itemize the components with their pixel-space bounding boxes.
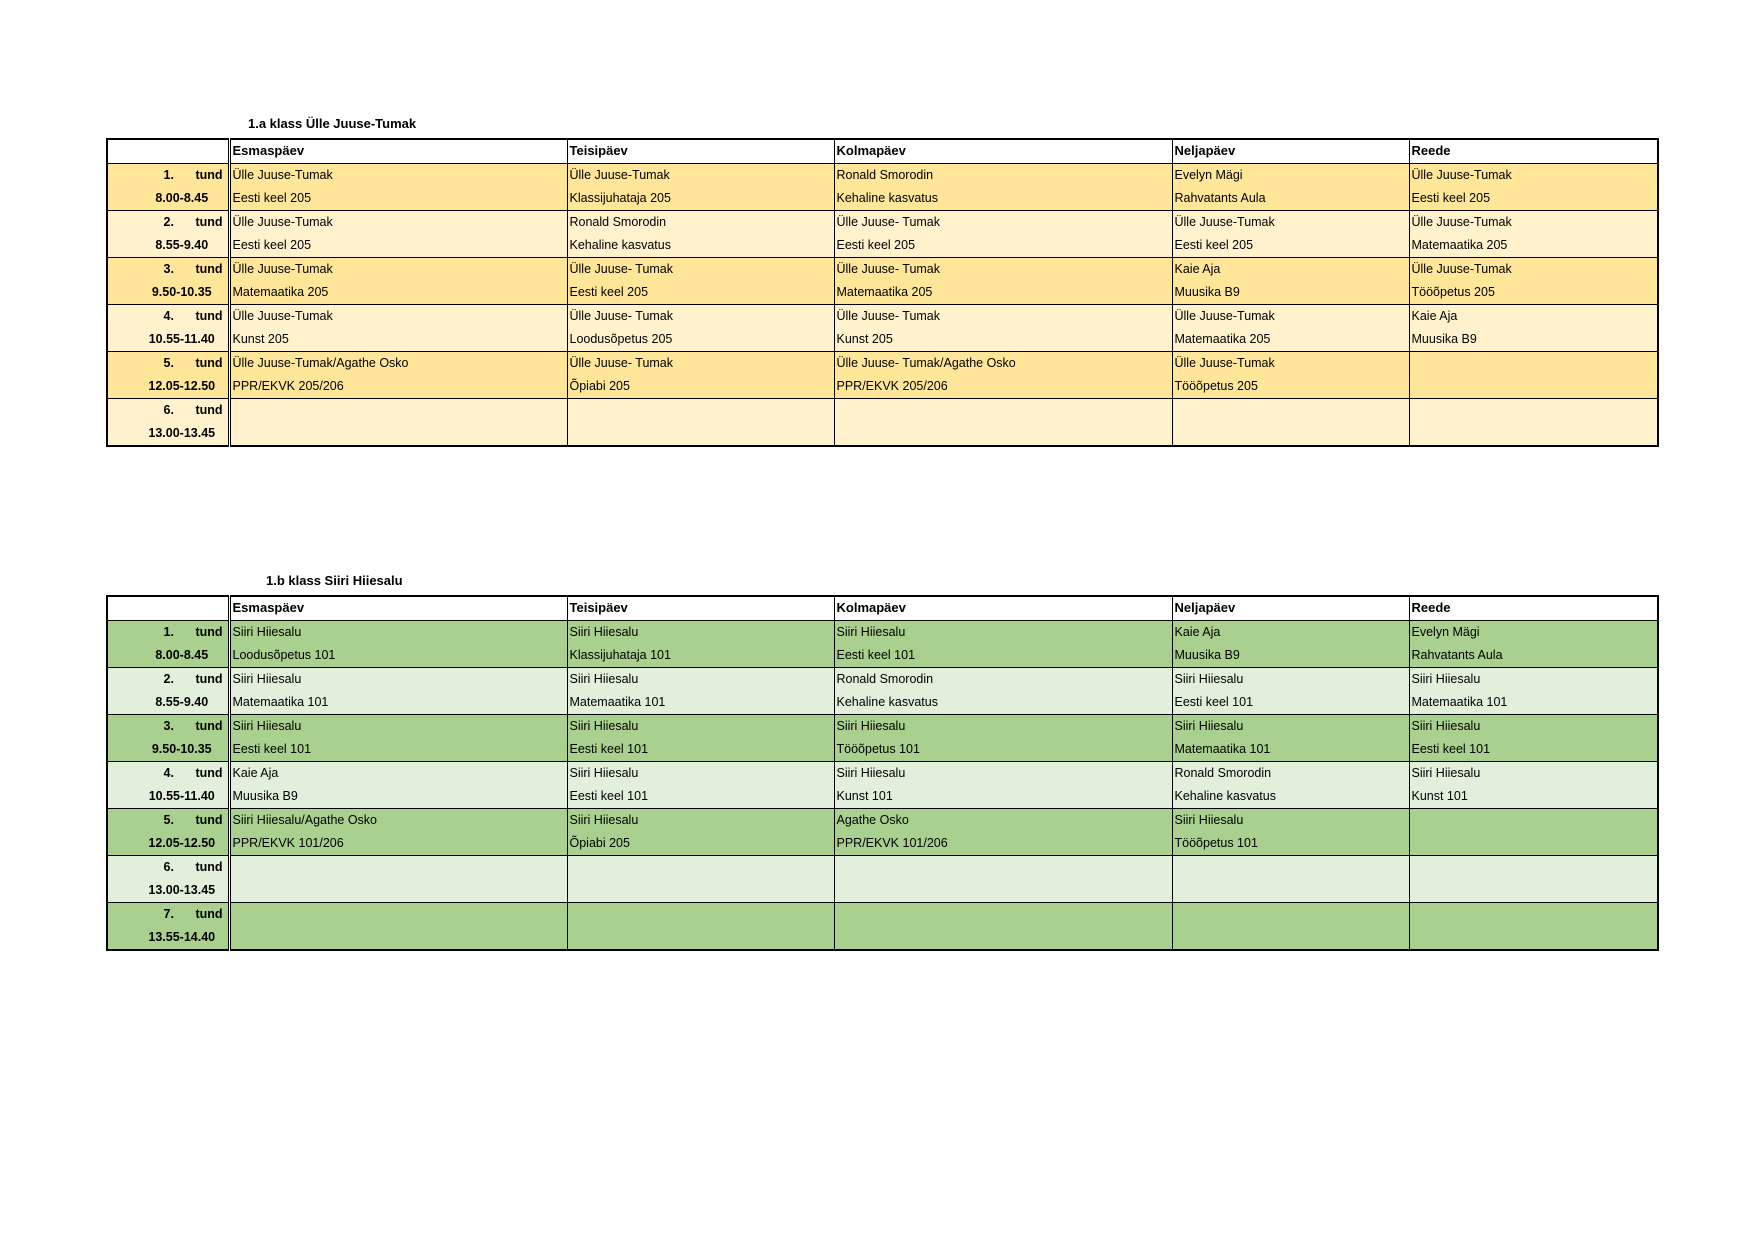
lesson-time: 13.55-14.40 — [148, 930, 216, 944]
lesson-row — [107, 621, 1658, 668]
lesson-cell — [229, 856, 567, 903]
lesson-label-cell — [107, 211, 229, 258]
lesson-number-line — [110, 352, 226, 375]
lesson-cell — [834, 305, 1172, 352]
lesson-cell — [229, 715, 567, 762]
teacher-name: Ülle Juuse- Tumak/Agathe Osko — [836, 356, 1016, 370]
subject-room: Matemaatika 205 — [836, 285, 933, 299]
subject-room: Eesti keel 101 — [569, 742, 649, 756]
subject-room: Muusika B9 — [1174, 648, 1240, 662]
teacher-name — [1175, 399, 1407, 422]
lesson-cell — [1172, 762, 1409, 809]
lesson-number: 2. — [163, 215, 174, 229]
lesson-cell — [834, 352, 1172, 399]
lesson-cell — [1409, 258, 1658, 305]
lesson-cell — [1409, 668, 1658, 715]
subject-room — [837, 926, 1170, 949]
subject-room: Matemaatika 205 — [232, 285, 329, 299]
lesson-cell — [1172, 668, 1409, 715]
lesson-cell — [1409, 856, 1658, 903]
lesson-number-line — [110, 211, 226, 234]
lesson-cell — [567, 809, 834, 856]
lesson-label-cell — [107, 715, 229, 762]
subject-room: Eesti keel 205 — [836, 238, 916, 252]
lesson-row — [107, 305, 1658, 352]
lesson-row — [107, 762, 1658, 809]
lesson-cell — [1409, 903, 1658, 951]
lesson-time: 12.05-12.50 — [148, 836, 216, 850]
teacher-name — [570, 399, 832, 422]
teacher-name: Kaie Aja — [232, 766, 279, 780]
lesson-cell — [1409, 399, 1658, 447]
lesson-cell — [834, 164, 1172, 211]
lesson-cell — [834, 621, 1172, 668]
teacher-name: Kaie Aja — [1174, 625, 1221, 639]
teacher-name: Ülle Juuse-Tumak — [1411, 262, 1512, 276]
teacher-name: Ülle Juuse-Tumak — [1411, 215, 1512, 229]
lesson-number: 4. — [163, 309, 174, 323]
lesson-word: tund — [195, 262, 223, 276]
teacher-name: Siiri Hiiesalu — [232, 719, 302, 733]
subject-room: Eesti keel 101 — [1411, 742, 1491, 756]
lesson-word: tund — [195, 813, 223, 827]
lesson-label-cell — [107, 668, 229, 715]
teacher-name — [1175, 856, 1407, 879]
subject-room — [233, 926, 565, 949]
lesson-time: 8.00-8.45 — [155, 191, 209, 205]
teacher-name: Ülle Juuse- Tumak — [569, 262, 674, 276]
teacher-name: Ronald Smorodin — [836, 672, 934, 686]
subject-room — [233, 879, 565, 902]
subject-room: PPR/EKVK 101/206 — [836, 836, 948, 850]
lesson-label-cell — [107, 856, 229, 903]
lesson-cell — [229, 352, 567, 399]
lesson-number-line — [110, 399, 226, 422]
teacher-name: Siiri Hiiesalu — [1174, 813, 1244, 827]
lesson-cell — [567, 621, 834, 668]
day-header: Esmaspäev — [229, 139, 567, 164]
subject-room: Tööõpetus 205 — [1411, 285, 1495, 299]
lesson-cell — [229, 621, 567, 668]
teacher-name — [837, 856, 1170, 879]
day-header: Kolmapäev — [834, 139, 1172, 164]
subject-room: Rahvatants Aula — [1174, 191, 1266, 205]
lesson-word: tund — [195, 766, 223, 780]
timetable-title: 1.a klass Ülle Juuse-Tumak — [248, 116, 417, 131]
teacher-name: Siiri Hiiesalu — [232, 672, 302, 686]
teacher-name: Siiri Hiiesalu — [569, 719, 639, 733]
lesson-cell — [1409, 305, 1658, 352]
lesson-cell — [1172, 621, 1409, 668]
subject-room — [570, 422, 832, 445]
lesson-cell — [567, 305, 834, 352]
lesson-cell — [834, 211, 1172, 258]
teacher-name — [570, 856, 832, 879]
teacher-name — [570, 903, 832, 926]
header-corner-cell — [107, 139, 229, 164]
subject-room: Tööõpetus 205 — [1174, 379, 1258, 393]
lesson-label-cell — [107, 809, 229, 856]
subject-room — [1175, 879, 1407, 902]
lesson-cell — [1172, 856, 1409, 903]
subject-room: Matemaatika 205 — [1411, 238, 1508, 252]
lesson-cell — [567, 258, 834, 305]
subject-room: Kunst 205 — [232, 332, 289, 346]
lesson-cell — [229, 399, 567, 447]
lesson-cell — [834, 668, 1172, 715]
lesson-row — [107, 352, 1658, 399]
lesson-cell — [229, 809, 567, 856]
subject-room: Muusika B9 — [1411, 332, 1477, 346]
subject-room: Muusika B9 — [232, 789, 298, 803]
lesson-number: 2. — [163, 672, 174, 686]
subject-room: Eesti keel 205 — [1411, 191, 1491, 205]
lesson-word: tund — [195, 625, 223, 639]
lesson-cell — [567, 399, 834, 447]
subject-room: PPR/EKVK 101/206 — [232, 836, 344, 850]
subject-room — [233, 422, 565, 445]
lesson-word: tund — [195, 907, 223, 921]
teacher-name: Ülle Juuse-Tumak — [1411, 168, 1512, 182]
lesson-cell — [834, 762, 1172, 809]
teacher-name: Siiri Hiiesalu — [569, 625, 639, 639]
subject-room: Eesti keel 101 — [569, 789, 649, 803]
lesson-time: 12.05-12.50 — [148, 379, 216, 393]
subject-room: Rahvatants Aula — [1411, 648, 1503, 662]
lesson-word: tund — [195, 215, 223, 229]
lesson-row — [107, 809, 1658, 856]
lesson-row — [107, 258, 1658, 305]
teacher-name: Siiri Hiiesalu — [836, 719, 906, 733]
lesson-cell — [1172, 305, 1409, 352]
lesson-cell — [834, 399, 1172, 447]
lesson-cell — [567, 164, 834, 211]
teacher-name: Evelyn Mägi — [1411, 625, 1480, 639]
day-header: Esmaspäev — [229, 596, 567, 621]
lesson-number-line — [110, 809, 226, 832]
day-header: Reede — [1409, 596, 1658, 621]
lesson-cell — [1172, 399, 1409, 447]
teacher-name — [233, 856, 565, 879]
lesson-number: 6. — [163, 403, 174, 417]
teacher-name: Siiri Hiiesalu — [1174, 672, 1244, 686]
teacher-name: Ülle Juuse-Tumak — [1174, 356, 1275, 370]
subject-room: Tööõpetus 101 — [1174, 836, 1258, 850]
header-corner-cell — [107, 596, 229, 621]
lesson-number: 5. — [163, 356, 174, 370]
teacher-name: Ülle Juuse-Tumak — [232, 262, 333, 276]
lesson-cell — [567, 762, 834, 809]
subject-room: Õpiabi 205 — [569, 379, 630, 393]
lesson-number-line — [110, 305, 226, 328]
teacher-name: Siiri Hiiesalu/Agathe Osko — [232, 813, 378, 827]
subject-room: PPR/EKVK 205/206 — [836, 379, 948, 393]
lesson-label-cell — [107, 621, 229, 668]
subject-room: Loodusõpetus 205 — [569, 332, 673, 346]
teacher-name: Siiri Hiiesalu — [1411, 672, 1481, 686]
teacher-name — [1412, 809, 1656, 832]
subject-room: Kunst 205 — [836, 332, 893, 346]
teacher-name — [233, 903, 565, 926]
subject-room: Muusika B9 — [1174, 285, 1240, 299]
lesson-cell — [1172, 809, 1409, 856]
lesson-number-line — [110, 164, 226, 187]
teacher-name: Ülle Juuse- Tumak — [836, 215, 941, 229]
teacher-name: Ülle Juuse-Tumak — [1174, 215, 1275, 229]
lesson-label-cell — [107, 352, 229, 399]
lesson-time: 13.00-13.45 — [148, 426, 216, 440]
lesson-cell — [1172, 164, 1409, 211]
lesson-time: 13.00-13.45 — [148, 883, 216, 897]
teacher-name — [1412, 856, 1656, 879]
lesson-time: 9.50-10.35 — [151, 742, 212, 756]
teacher-name: Ülle Juuse- Tumak — [569, 309, 674, 323]
subject-room: Klassijuhataja 101 — [569, 648, 671, 662]
lesson-cell — [834, 258, 1172, 305]
timetable-table — [106, 595, 1659, 951]
lesson-cell — [1409, 621, 1658, 668]
lesson-number: 1. — [163, 168, 174, 182]
teacher-name: Ülle Juuse-Tumak — [232, 215, 333, 229]
subject-room: Matemaatika 101 — [569, 695, 666, 709]
lesson-row — [107, 399, 1658, 447]
subject-room: Tööõpetus 101 — [836, 742, 920, 756]
lesson-cell — [229, 668, 567, 715]
day-header: Teisipäev — [567, 139, 834, 164]
subject-room: Kehaline kasvatus — [836, 191, 938, 205]
lesson-cell — [1172, 258, 1409, 305]
subject-room: Kunst 101 — [1411, 789, 1468, 803]
lesson-cell — [567, 211, 834, 258]
lesson-cell — [229, 305, 567, 352]
teacher-name — [1412, 352, 1656, 375]
subject-room — [570, 879, 832, 902]
subject-room: Eesti keel 205 — [569, 285, 649, 299]
lesson-word: tund — [195, 719, 223, 733]
lesson-cell — [834, 715, 1172, 762]
lesson-number: 1. — [163, 625, 174, 639]
lesson-time: 8.55-9.40 — [155, 238, 209, 252]
teacher-name: Siiri Hiiesalu — [1411, 766, 1481, 780]
timetable-body — [107, 139, 1658, 446]
lesson-cell — [229, 164, 567, 211]
subject-room: Kehaline kasvatus — [569, 238, 671, 252]
lesson-cell — [1172, 211, 1409, 258]
subject-room — [1412, 422, 1656, 445]
lesson-word: tund — [195, 403, 223, 417]
teacher-name: Ülle Juuse-Tumak — [569, 168, 670, 182]
lesson-cell — [229, 762, 567, 809]
teacher-name: Ülle Juuse-Tumak — [232, 168, 333, 182]
lesson-number-line — [110, 715, 226, 738]
lesson-word: tund — [195, 309, 223, 323]
subject-room: Matemaatika 101 — [232, 695, 329, 709]
lesson-word: tund — [195, 672, 223, 686]
subject-room — [837, 422, 1170, 445]
day-header: Neljapäev — [1172, 139, 1409, 164]
subject-room: Matemaatika 205 — [1174, 332, 1271, 346]
day-header: Neljapäev — [1172, 596, 1409, 621]
lesson-cell — [1172, 715, 1409, 762]
lesson-cell — [1409, 715, 1658, 762]
teacher-name: Ronald Smorodin — [836, 168, 934, 182]
teacher-name — [1412, 903, 1656, 926]
teacher-name: Ülle Juuse-Tumak — [232, 309, 333, 323]
lesson-label-cell — [107, 258, 229, 305]
lesson-cell — [834, 856, 1172, 903]
lesson-number-line — [110, 903, 226, 926]
subject-room: Kehaline kasvatus — [836, 695, 938, 709]
lesson-cell — [567, 352, 834, 399]
teacher-name: Ronald Smorodin — [1174, 766, 1272, 780]
subject-room: Matemaatika 101 — [1174, 742, 1271, 756]
teacher-name: Kaie Aja — [1174, 262, 1221, 276]
lesson-cell — [229, 258, 567, 305]
lesson-row — [107, 856, 1658, 903]
teacher-name: Ülle Juuse-Tumak/Agathe Osko — [232, 356, 409, 370]
subject-room: Eesti keel 205 — [232, 238, 312, 252]
teacher-name — [1175, 903, 1407, 926]
timetable-title: 1.b klass Siiri Hiiesalu — [266, 573, 403, 588]
lesson-time: 8.00-8.45 — [155, 648, 209, 662]
lesson-cell — [1409, 164, 1658, 211]
teacher-name: Siiri Hiiesalu — [836, 625, 906, 639]
subject-room — [1175, 422, 1407, 445]
subject-room: PPR/EKVK 205/206 — [232, 379, 344, 393]
lesson-time: 10.55-11.40 — [148, 332, 215, 346]
lesson-cell — [834, 809, 1172, 856]
subject-room — [837, 879, 1170, 902]
lesson-number-line — [110, 258, 226, 281]
lesson-cell — [1409, 809, 1658, 856]
teacher-name — [837, 903, 1170, 926]
lesson-label-cell — [107, 903, 229, 951]
subject-room — [1412, 375, 1656, 398]
subject-room: Kehaline kasvatus — [1174, 789, 1276, 803]
lesson-number: 5. — [163, 813, 174, 827]
lesson-word: tund — [195, 860, 223, 874]
day-header: Reede — [1409, 139, 1658, 164]
teacher-name: Siiri Hiiesalu — [836, 766, 906, 780]
teacher-name: Kaie Aja — [1411, 309, 1458, 323]
subject-room: Klassijuhataja 205 — [569, 191, 671, 205]
teacher-name: Evelyn Mägi — [1174, 168, 1243, 182]
lesson-number-line — [110, 621, 226, 644]
lesson-cell — [1172, 352, 1409, 399]
lesson-number-line — [110, 762, 226, 785]
teacher-name: Ülle Juuse- Tumak — [569, 356, 674, 370]
lesson-label-cell — [107, 305, 229, 352]
lesson-number: 3. — [163, 719, 174, 733]
teacher-name: Ülle Juuse- Tumak — [836, 262, 941, 276]
header-row — [107, 139, 1658, 164]
lesson-cell — [229, 903, 567, 951]
teacher-name: Siiri Hiiesalu — [569, 672, 639, 686]
lesson-number: 3. — [163, 262, 174, 276]
lesson-cell — [567, 715, 834, 762]
lesson-time: 10.55-11.40 — [148, 789, 215, 803]
subject-room — [1412, 926, 1656, 949]
teacher-name: Agathe Osko — [836, 813, 909, 827]
teacher-name: Siiri Hiiesalu — [1174, 719, 1244, 733]
subject-room: Kunst 101 — [836, 789, 893, 803]
subject-room: Eesti keel 101 — [232, 742, 312, 756]
lesson-cell — [1172, 903, 1409, 951]
lesson-cell — [834, 903, 1172, 951]
subject-room: Eesti keel 101 — [836, 648, 916, 662]
teacher-name — [233, 399, 565, 422]
lesson-word: tund — [195, 168, 223, 182]
lesson-cell — [567, 856, 834, 903]
lesson-cell — [1409, 211, 1658, 258]
lesson-label-cell — [107, 164, 229, 211]
lesson-row — [107, 903, 1658, 951]
teacher-name: Siiri Hiiesalu — [569, 766, 639, 780]
lesson-row — [107, 211, 1658, 258]
lesson-label-cell — [107, 762, 229, 809]
lesson-row — [107, 668, 1658, 715]
lesson-label-cell — [107, 399, 229, 447]
day-header: Teisipäev — [567, 596, 834, 621]
lesson-number-line — [110, 668, 226, 691]
timetable-table — [106, 138, 1659, 447]
lesson-row — [107, 715, 1658, 762]
lesson-row — [107, 164, 1658, 211]
lesson-cell — [229, 211, 567, 258]
subject-room — [570, 926, 832, 949]
teacher-name: Siiri Hiiesalu — [569, 813, 639, 827]
lesson-number: 7. — [163, 907, 174, 921]
subject-room: Matemaatika 101 — [1411, 695, 1508, 709]
teacher-name — [1412, 399, 1656, 422]
subject-room — [1412, 832, 1656, 855]
header-row — [107, 596, 1658, 621]
subject-room: Eesti keel 205 — [1174, 238, 1254, 252]
timetable-body — [107, 596, 1658, 950]
subject-room: Loodusõpetus 101 — [232, 648, 336, 662]
lesson-cell — [567, 668, 834, 715]
lesson-word: tund — [195, 356, 223, 370]
teacher-name: Ronald Smorodin — [569, 215, 667, 229]
lesson-time: 8.55-9.40 — [155, 695, 209, 709]
teacher-name — [837, 399, 1170, 422]
lesson-number: 4. — [163, 766, 174, 780]
lesson-cell — [567, 903, 834, 951]
day-header: Kolmapäev — [834, 596, 1172, 621]
teacher-name: Siiri Hiiesalu — [232, 625, 302, 639]
subject-room: Õpiabi 205 — [569, 836, 630, 850]
subject-room — [1412, 879, 1656, 902]
subject-room: Eesti keel 205 — [232, 191, 312, 205]
lesson-cell — [1409, 352, 1658, 399]
lesson-number-line — [110, 856, 226, 879]
subject-room — [1175, 926, 1407, 949]
teacher-name: Siiri Hiiesalu — [1411, 719, 1481, 733]
teacher-name: Ülle Juuse-Tumak — [1174, 309, 1275, 323]
subject-room: Eesti keel 101 — [1174, 695, 1254, 709]
lesson-cell — [1409, 762, 1658, 809]
lesson-time: 9.50-10.35 — [151, 285, 212, 299]
lesson-number: 6. — [163, 860, 174, 874]
teacher-name: Ülle Juuse- Tumak — [836, 309, 941, 323]
